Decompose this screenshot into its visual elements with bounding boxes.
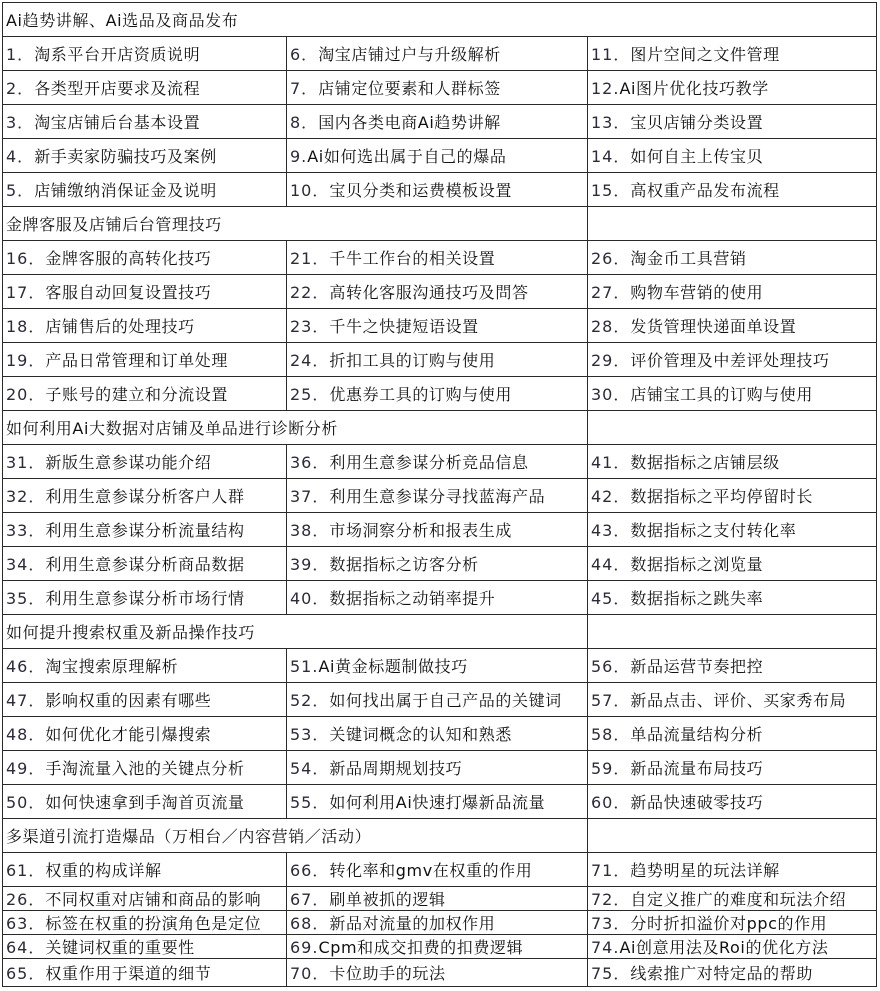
lesson-title: 购物车营销的使用 <box>630 283 764 302</box>
table-row <box>3 377 877 411</box>
lesson-title: 数据指标之平均停留时长 <box>630 487 813 506</box>
lesson-cell <box>287 173 588 207</box>
lesson-cell <box>287 911 588 935</box>
lesson-cell <box>287 649 588 683</box>
lesson-title: 权重的构成详解 <box>45 861 162 880</box>
lesson-cell <box>588 581 877 615</box>
lesson-number: 74. <box>591 938 620 957</box>
lesson-cell <box>287 717 588 751</box>
lesson-number: 70． <box>290 964 330 983</box>
lesson-cell <box>3 445 287 479</box>
table-row <box>3 513 877 547</box>
lesson-title: 数据指标之跳失率 <box>630 589 764 608</box>
lesson-title: 不同权重对店铺和商品的影响 <box>45 890 262 909</box>
lesson-title: 图片空间之文件管理 <box>630 45 780 64</box>
lesson-cell <box>287 751 588 785</box>
lesson-title: 高权重产品发布流程 <box>630 181 780 200</box>
lesson-number: 29． <box>591 351 631 370</box>
lesson-cell <box>3 309 287 343</box>
lesson-cell <box>588 683 877 717</box>
lesson-cell <box>588 275 877 309</box>
lesson-title: 评价管理及中差评处理技巧 <box>630 351 830 370</box>
lesson-cell <box>3 547 287 581</box>
table-row <box>3 343 877 377</box>
lesson-number: 40． <box>290 589 330 608</box>
table-row <box>3 275 877 309</box>
lesson-number: 35． <box>6 589 46 608</box>
table-row <box>3 717 877 751</box>
lesson-number: 25． <box>290 385 330 404</box>
lesson-number: 12. <box>591 79 620 98</box>
lesson-title: 各类型开店要求及流程 <box>34 79 201 98</box>
table-row <box>3 581 877 615</box>
lesson-cell <box>588 139 877 173</box>
lesson-number: 16． <box>6 249 46 268</box>
table-row <box>3 309 877 343</box>
lesson-title: 如何优化才能引爆搜索 <box>45 725 212 744</box>
lesson-number: 69. <box>290 938 319 957</box>
lesson-number: 71． <box>591 861 631 880</box>
lesson-number: 66． <box>290 861 330 880</box>
lesson-number: 42． <box>591 487 631 506</box>
table-row <box>3 751 877 785</box>
lesson-cell <box>3 173 287 207</box>
lesson-cell <box>287 241 588 275</box>
lesson-cell <box>287 785 588 819</box>
lesson-cell <box>287 71 588 105</box>
lesson-title: 数据指标之店铺层级 <box>630 453 780 472</box>
lesson-title: Ai如何选出属于自己的爆品 <box>307 147 507 166</box>
lesson-title: 国内各类电商Ai趋势讲解 <box>318 113 501 132</box>
lesson-number: 7． <box>290 79 319 98</box>
lesson-title: 关键词权重的重要性 <box>45 938 195 957</box>
lesson-cell <box>3 853 287 887</box>
empty-cell <box>588 207 877 241</box>
lesson-cell <box>3 71 287 105</box>
lesson-number: 45． <box>591 589 631 608</box>
lesson-cell <box>588 309 877 343</box>
lesson-cell <box>588 751 877 785</box>
lesson-title: 利用生意参谋分析客户人群 <box>45 487 245 506</box>
lesson-cell <box>588 173 877 207</box>
lesson-title: 卡位助手的玩法 <box>329 964 446 983</box>
lesson-title: Cpm和成交扣费的扣费逻辑 <box>318 938 524 957</box>
lesson-title: 新品快速破零技巧 <box>630 793 764 812</box>
lesson-number: 2． <box>6 79 35 98</box>
lesson-cell <box>588 343 877 377</box>
lesson-title: 店铺定位要素和人群标签 <box>318 79 501 98</box>
section-header-row <box>3 411 877 445</box>
lesson-number: 49． <box>6 759 46 778</box>
lesson-number: 9. <box>290 147 308 166</box>
lesson-cell <box>287 445 588 479</box>
lesson-title: 新品对流量的加权作用 <box>329 914 496 933</box>
lesson-title: Ai图片优化技巧教学 <box>619 79 769 98</box>
lesson-title: 如何找出属于自己产品的关键词 <box>329 691 562 710</box>
lesson-title: Ai创意用法及Roi的优化方法 <box>619 938 829 957</box>
lesson-number: 61． <box>6 861 46 880</box>
table-row <box>3 105 877 139</box>
lesson-title: 影响权重的因素有哪些 <box>45 691 212 710</box>
lesson-cell <box>588 105 877 139</box>
lesson-number: 8． <box>290 113 319 132</box>
lesson-cell <box>588 785 877 819</box>
lesson-title: 新手卖家防骗技巧及案例 <box>34 147 217 166</box>
lesson-cell <box>287 105 588 139</box>
lesson-number: 26． <box>6 890 46 909</box>
lesson-title: 客服自动回复设置技巧 <box>45 283 212 302</box>
lesson-number: 23． <box>290 317 330 336</box>
lesson-number: 55． <box>290 793 330 812</box>
lesson-number: 51. <box>290 657 319 676</box>
table-row <box>3 785 877 819</box>
lesson-cell <box>3 935 287 959</box>
lesson-title: 发货管理快递面单设置 <box>630 317 797 336</box>
lesson-cell <box>287 581 588 615</box>
lesson-title: 淘宝店铺过户与升级解析 <box>318 45 501 64</box>
lesson-cell <box>287 547 588 581</box>
lesson-number: 46． <box>6 657 46 676</box>
table-row <box>3 173 877 207</box>
lesson-number: 64． <box>6 938 46 957</box>
section-header-row <box>3 207 877 241</box>
lesson-title: 店铺缴纳消保证金及说明 <box>34 181 217 200</box>
lesson-cell <box>3 37 287 71</box>
lesson-cell <box>588 513 877 547</box>
lesson-number: 22． <box>290 283 330 302</box>
empty-cell <box>588 819 877 853</box>
section-title: 多渠道引流打造爆品（万相台／内容营销／活动） <box>3 819 588 853</box>
lesson-cell <box>3 377 287 411</box>
lesson-number: 73． <box>591 914 631 933</box>
lesson-title: 数据指标之浏览量 <box>630 555 764 574</box>
lesson-title: 数据指标之访客分析 <box>329 555 479 574</box>
section-header-row <box>3 615 877 649</box>
lesson-cell <box>287 343 588 377</box>
lesson-title: 淘金币工具营销 <box>630 249 747 268</box>
table-row <box>3 853 877 887</box>
lesson-number: 20． <box>6 385 46 404</box>
lesson-title: 千牛工作台的相关设置 <box>329 249 496 268</box>
lesson-number: 67． <box>290 890 330 909</box>
lesson-number: 18． <box>6 317 46 336</box>
lesson-cell <box>588 479 877 513</box>
lesson-number: 54． <box>290 759 330 778</box>
lesson-title: 趋势明星的玩法详解 <box>630 861 780 880</box>
lesson-cell <box>287 935 588 959</box>
lesson-cell <box>287 513 588 547</box>
lesson-number: 10． <box>290 181 330 200</box>
lesson-number: 17． <box>6 283 46 302</box>
lesson-title: 数据指标之动销率提升 <box>329 589 496 608</box>
lesson-number: 38． <box>290 521 330 540</box>
lesson-title: 如何自主上传宝贝 <box>630 147 764 166</box>
lesson-number: 50． <box>6 793 46 812</box>
lesson-number: 14． <box>591 147 631 166</box>
lesson-number: 1． <box>6 45 35 64</box>
lesson-number: 53． <box>290 725 330 744</box>
lesson-title: 自定义推广的难度和玩法介绍 <box>630 890 847 909</box>
lesson-title: 淘系平台开店资质说明 <box>34 45 201 64</box>
lesson-cell <box>287 479 588 513</box>
lesson-number: 33． <box>6 521 46 540</box>
lesson-title: 权重作用于渠道的细节 <box>45 964 212 983</box>
lesson-title: 数据指标之支付转化率 <box>630 521 797 540</box>
lesson-number: 58． <box>591 725 631 744</box>
lesson-cell <box>3 513 287 547</box>
lesson-title: 新品周期规划技巧 <box>329 759 463 778</box>
lesson-cell <box>588 37 877 71</box>
lesson-cell <box>3 683 287 717</box>
table-row <box>3 139 877 173</box>
lesson-number: 26． <box>591 249 631 268</box>
lesson-cell <box>3 479 287 513</box>
lesson-number: 65． <box>6 964 46 983</box>
lesson-cell <box>3 581 287 615</box>
lesson-cell <box>3 785 287 819</box>
lesson-cell <box>3 343 287 377</box>
lesson-title: 关键词概念的认知和熟悉 <box>329 725 512 744</box>
lesson-title: 利用生意参谋分析流量结构 <box>45 521 245 540</box>
lesson-title: 单品流量结构分析 <box>630 725 764 744</box>
lesson-cell <box>287 275 588 309</box>
lesson-title: 宝贝店铺分类设置 <box>630 113 764 132</box>
lesson-number: 5． <box>6 181 35 200</box>
lesson-cell <box>3 241 287 275</box>
lesson-title: 新品运营节奏把控 <box>630 657 764 676</box>
table-row <box>3 911 877 935</box>
lesson-title: 利用生意参谋分析商品数据 <box>45 555 245 574</box>
table-row <box>3 935 877 959</box>
lesson-number: 37． <box>290 487 330 506</box>
lesson-title: 淘宝店铺后台基本设置 <box>34 113 201 132</box>
lesson-title: 高转化客服沟通技巧及問答 <box>329 283 529 302</box>
course-outline-table <box>2 2 877 987</box>
lesson-number: 27． <box>591 283 631 302</box>
lesson-cell <box>3 911 287 935</box>
table-row <box>3 37 877 71</box>
lesson-title: Ai黄金标题制做技巧 <box>318 657 468 676</box>
lesson-title: 新品流量布局技巧 <box>630 759 764 778</box>
section-title: Ai趋势讲解、Ai选品及商品发布 <box>3 3 877 37</box>
lesson-cell <box>287 853 588 887</box>
lesson-number: 31． <box>6 453 46 472</box>
lesson-number: 59． <box>591 759 631 778</box>
lesson-cell <box>588 959 877 987</box>
lesson-title: 千牛之快捷短语设置 <box>329 317 479 336</box>
lesson-cell <box>287 139 588 173</box>
lesson-cell <box>588 649 877 683</box>
lesson-number: 39． <box>290 555 330 574</box>
lesson-title: 利用生意参谋分析竞品信息 <box>329 453 529 472</box>
lesson-cell <box>588 853 877 887</box>
table-row <box>3 959 877 987</box>
lesson-cell <box>287 377 588 411</box>
lesson-title: 利用生意参谋分寻找蓝海产品 <box>329 487 546 506</box>
table-row <box>3 241 877 275</box>
lesson-cell <box>588 547 877 581</box>
lesson-cell <box>588 911 877 935</box>
table-row <box>3 71 877 105</box>
lesson-number: 60． <box>591 793 631 812</box>
empty-cell <box>588 411 877 445</box>
lesson-cell <box>588 935 877 959</box>
lesson-cell <box>3 139 287 173</box>
lesson-cell <box>588 241 877 275</box>
lesson-title: 市场洞察分析和报表生成 <box>329 521 512 540</box>
section-title: 如何提升搜索权重及新品操作技巧 <box>3 615 588 649</box>
lesson-number: 75． <box>591 964 631 983</box>
lesson-cell <box>3 105 287 139</box>
lesson-cell <box>588 887 877 911</box>
lesson-title: 转化率和gmv在权重的作用 <box>329 861 533 880</box>
lesson-cell <box>3 649 287 683</box>
lesson-title: 利用生意参谋分析市场行情 <box>45 589 245 608</box>
lesson-cell <box>287 887 588 911</box>
lesson-number: 43． <box>591 521 631 540</box>
lesson-cell <box>588 71 877 105</box>
lesson-number: 72． <box>591 890 631 909</box>
lesson-number: 30． <box>591 385 631 404</box>
lesson-number: 63． <box>6 914 46 933</box>
lesson-cell <box>287 683 588 717</box>
lesson-cell <box>588 377 877 411</box>
lesson-number: 34． <box>6 555 46 574</box>
lesson-number: 36． <box>290 453 330 472</box>
lesson-number: 57． <box>591 691 631 710</box>
lesson-number: 68． <box>290 914 330 933</box>
section-header-row <box>3 819 877 853</box>
table-row <box>3 547 877 581</box>
lesson-number: 15． <box>591 181 631 200</box>
lesson-number: 19． <box>6 351 46 370</box>
lesson-number: 48． <box>6 725 46 744</box>
lesson-number: 32． <box>6 487 46 506</box>
lesson-number: 24． <box>290 351 330 370</box>
lesson-cell <box>588 445 877 479</box>
lesson-cell <box>3 275 287 309</box>
lesson-title: 刷单被抓的逻辑 <box>329 890 446 909</box>
lesson-cell <box>3 751 287 785</box>
lesson-title: 折扣工具的订购与使用 <box>329 351 496 370</box>
lesson-title: 手淘流量入池的关键点分析 <box>45 759 245 778</box>
lesson-number: 4． <box>6 147 35 166</box>
lesson-title: 如何利用Ai快速打爆新品流量 <box>329 793 546 812</box>
lesson-title: 优惠券工具的订购与使用 <box>329 385 512 404</box>
lesson-title: 金牌客服的高转化技巧 <box>45 249 212 268</box>
lesson-number: 44． <box>591 555 631 574</box>
lesson-number: 11． <box>591 45 631 64</box>
section-title: 如何利用Ai大数据对店铺及单品进行诊断分析 <box>3 411 588 445</box>
lesson-number: 3． <box>6 113 35 132</box>
lesson-title: 宝贝分类和运费模板设置 <box>329 181 512 200</box>
lesson-title: 标签在权重的扮演角色是定位 <box>45 914 262 933</box>
lesson-number: 56． <box>591 657 631 676</box>
lesson-title: 产品日常管理和订单处理 <box>45 351 228 370</box>
lesson-cell <box>3 959 287 987</box>
table-row <box>3 445 877 479</box>
table-row <box>3 683 877 717</box>
lesson-title: 淘宝搜索原理解析 <box>45 657 179 676</box>
lesson-number: 52． <box>290 691 330 710</box>
lesson-cell <box>287 959 588 987</box>
section-title: 金牌客服及店铺后台管理技巧 <box>3 207 588 241</box>
section-header-row <box>3 3 877 37</box>
lesson-number: 13． <box>591 113 631 132</box>
lesson-title: 如何快速拿到手淘首页流量 <box>45 793 245 812</box>
lesson-title: 新品点击、评价、买家秀布局 <box>630 691 847 710</box>
lesson-number: 47． <box>6 691 46 710</box>
lesson-cell <box>3 887 287 911</box>
lesson-cell <box>588 717 877 751</box>
lesson-title: 线索推广对特定品的帮助 <box>630 964 813 983</box>
lesson-number: 28． <box>591 317 631 336</box>
lesson-cell <box>287 309 588 343</box>
lesson-title: 子账号的建立和分流设置 <box>45 385 228 404</box>
lesson-number: 6． <box>290 45 319 64</box>
lesson-number: 21． <box>290 249 330 268</box>
lesson-cell <box>3 717 287 751</box>
lesson-cell <box>287 37 588 71</box>
table-row <box>3 649 877 683</box>
empty-cell <box>588 615 877 649</box>
lesson-title: 分时折扣溢价对ppc的作用 <box>630 914 828 933</box>
table-row <box>3 887 877 911</box>
lesson-title: 店铺宝工具的订购与使用 <box>630 385 813 404</box>
table-row <box>3 479 877 513</box>
lesson-title: 新版生意参谋功能介绍 <box>45 453 212 472</box>
lesson-title: 店铺售后的处理技巧 <box>45 317 195 336</box>
lesson-number: 41． <box>591 453 631 472</box>
